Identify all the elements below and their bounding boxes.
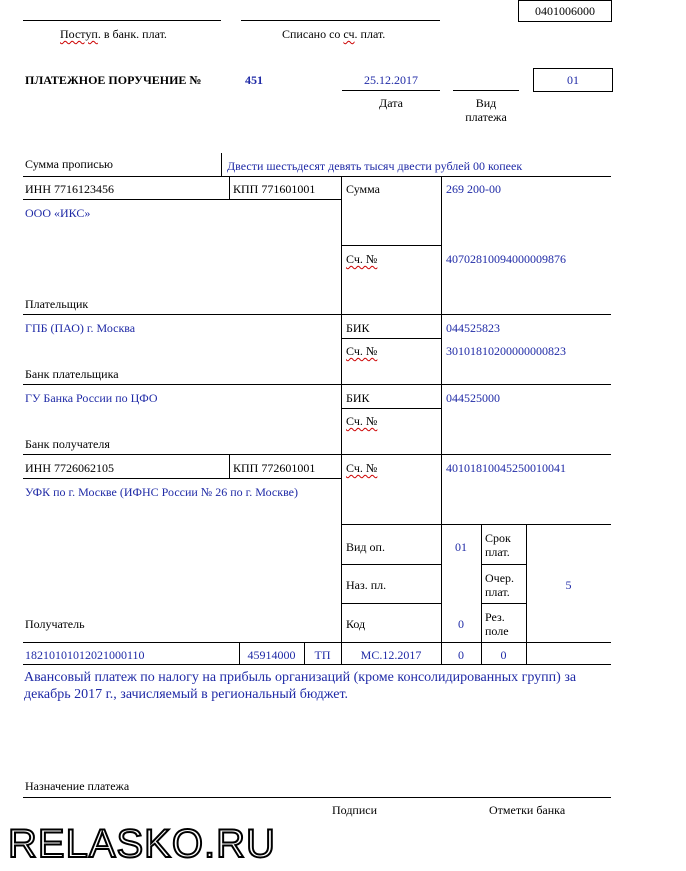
payer-account: 40702810094000009876 (446, 252, 566, 266)
received-label: Поступ. в банк. плат. (60, 27, 167, 41)
recipient-account-label: Сч. № (346, 461, 378, 475)
grid-line (341, 408, 441, 409)
grid-line (341, 603, 441, 604)
grid-line (23, 314, 611, 315)
grid-line (441, 176, 442, 524)
purpose-bottom-line (23, 797, 611, 798)
date-label: Дата (379, 96, 403, 110)
payer-kpp: КПП 771601001 (233, 182, 316, 196)
form-code: 0401006000 (535, 4, 595, 18)
doc-number-value: 0 (458, 648, 464, 662)
debited-line (241, 20, 440, 21)
recipient-inn: ИНН 7726062105 (25, 461, 114, 475)
date-underline (342, 90, 440, 91)
grid-line (23, 454, 611, 455)
recipient-name: УФК по г. Москве (ИФНС России № 26 по г. Москве) (25, 485, 298, 499)
amount-words-value: Двести шестьдесят девять тысяч двести рублей 00 копеек (227, 159, 523, 173)
document-date: 25.12.2017 (364, 73, 418, 87)
grid-line (23, 384, 611, 385)
grid-line (341, 524, 342, 664)
pay-term-label: Срок плат. (485, 531, 511, 559)
payer-account-label: Сч. № (346, 252, 378, 266)
payer-bank-account: 30101810200000000823 (446, 344, 566, 358)
recipient-kpp: КПП 772601001 (233, 461, 316, 475)
document-number: 451 (245, 73, 263, 87)
grid-line (526, 524, 527, 664)
payer-bank-account-label: Сч. № (346, 344, 378, 358)
watermark-logo: RELASKO.RU (8, 822, 276, 866)
grid-line (23, 478, 341, 479)
oktmo-value: 45914000 (247, 648, 296, 662)
grid-line (229, 176, 230, 199)
grid-line (23, 176, 611, 177)
grid-line (481, 603, 526, 604)
document-title: ПЛАТЕЖНОЕ ПОРУЧЕНИЕ № (25, 73, 202, 87)
payer-bik: 044525823 (446, 321, 500, 335)
recipient-account: 40101810045250010041 (446, 461, 566, 475)
grid-line (23, 642, 611, 643)
recipient-label: Получатель (25, 617, 85, 631)
pay-purpose-label: Наз. пл. (346, 578, 387, 592)
recipient-bank-name: ГУ Банка России по ЦФО (25, 391, 158, 405)
code-value: 0 (458, 617, 464, 631)
grid-line (23, 664, 611, 665)
sum-label: Сумма (346, 182, 380, 196)
signatures-label: Подписи (332, 803, 378, 817)
bank-marks-label: Отметки банка (489, 803, 566, 817)
payer-label: Плательщик (25, 297, 89, 311)
recipient-bank-account-label: Сч. № (346, 414, 378, 428)
period-value: МС.12.2017 (360, 648, 422, 662)
payer-bank-name: ГПБ (ПАО) г. Москва (25, 321, 136, 335)
grid-line (341, 176, 342, 524)
op-type-label: Вид оп. (346, 540, 385, 554)
op-type-value: 01 (455, 540, 467, 554)
grid-line (481, 564, 526, 565)
payer-inn: ИНН 7716123456 (25, 182, 114, 196)
grid-line (341, 524, 611, 525)
recipient-bank-label: Банк получателя (25, 437, 110, 451)
purpose-label: Назначение платежа (25, 779, 130, 793)
order-value: 5 (565, 578, 572, 592)
recipient-bik: 044525000 (446, 391, 500, 405)
doc-date-value: 0 (500, 648, 507, 662)
recipient-bik-label: БИК (346, 391, 370, 405)
payment-type-underline (453, 90, 519, 91)
order-label: Очер. плат. (485, 571, 515, 599)
grid-line (481, 524, 482, 664)
amount-words-divider (221, 153, 222, 176)
payer-bik-label: БИК (346, 321, 370, 335)
payment-type-label: Вид платежа (465, 96, 507, 124)
payer-name: ООО «ИКС» (25, 206, 91, 220)
basis-value: ТП (314, 648, 331, 662)
reserve-label: Рез. поле (485, 610, 509, 638)
debited-label: Списано со сч. плат. (282, 27, 386, 41)
amount-words-label: Сумма прописью (25, 157, 114, 171)
grid-line (341, 245, 441, 246)
grid-line (341, 564, 441, 565)
grid-line (23, 199, 341, 200)
payer-bank-label: Банк плательщика (25, 367, 119, 381)
sum-value: 269 200-00 (446, 182, 501, 196)
code-label: Код (346, 617, 366, 631)
grid-line (229, 454, 230, 478)
kbk-value: 18210101012021000110 (25, 648, 145, 662)
purpose-text-line2: декабрь 2017 г., зачисляемый в региональный бюджет. (24, 687, 349, 702)
grid-line (341, 338, 441, 339)
received-line (23, 20, 221, 21)
purpose-text-line1: Авансовый платеж по налогу на прибыль организаций (кроме консолидированных групп) за (24, 670, 577, 685)
status-value: 01 (567, 73, 579, 87)
